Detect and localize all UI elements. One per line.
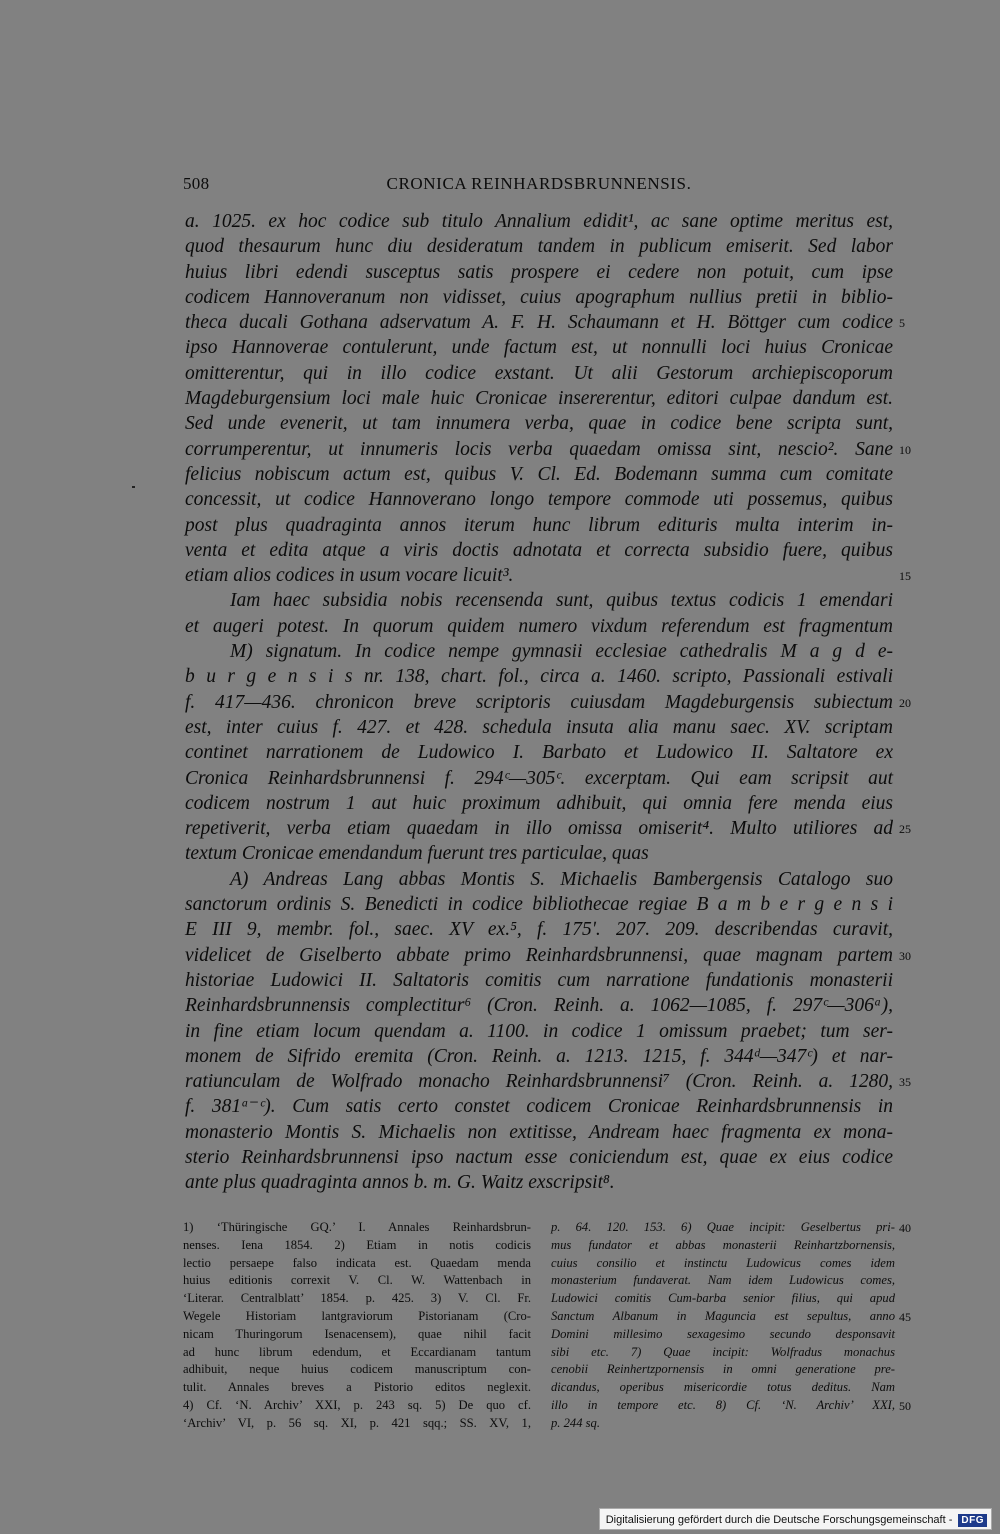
text-line: huius libri edendi susceptus satis prospere ei cedere non potuit, cum ipse (185, 261, 893, 283)
text-line: et augeri potest. In quorum quidem numero vixdum referendum est fragmentum (185, 615, 893, 637)
footnote-line: ad hunc librum edendum, et Eccardianam tantum (183, 1344, 531, 1359)
text-line: a. 1025. ex hoc codice sub titulo Annalium edidit¹, ac sane optime meritus est, (185, 211, 893, 232)
footnote-line: p. 64. 120. 153. 6) Quae incipit: Geselbertus pri- (551, 1220, 895, 1234)
footnote-line: dicandus, operibus misericordie totus deditus. Nam (551, 1380, 895, 1395)
text-line: repetiverit, verba etiam quaedam in illo omissa omiserit⁴. Multo utiliores ad (185, 818, 893, 840)
line-number: 20 (899, 695, 911, 710)
footnote-line: 1) ‘Thüringische GQ.’ I. Annales Reinhardsbrun- (183, 1220, 531, 1234)
text-line: ratiunculam de Wolfrado monacho Reinhardsbrunnensi⁷ (Cron. Reinh. a. 1280, (185, 1071, 893, 1093)
digitization-footer (599, 1508, 992, 1530)
text-line: f. 381ᵃ⁻ᶜ). Cum satis certo constet codicem Cronicae Reinhardsbrunnensis in (185, 1096, 893, 1118)
text-line: Cronica Reinhardsbrunnensi f. 294ᶜ—305ᶜ. excerptam. Qui eam scripsit aut (185, 767, 893, 789)
text-line: theca ducali Gothana adservatum A. F. H. Schaumann et H. Böttger cum codice (185, 312, 893, 334)
footnote-line: cenobii Reinhertzpornensis in omni generatione pre- (551, 1362, 895, 1377)
footnote-line-number: 40 (899, 1221, 911, 1235)
text-line: historiae Ludowici II. Saltatoris comitis cum narratione fundationis monasterii (185, 969, 893, 991)
footnote-line: Ludowici comitis Cum-barba senior filius, qui apud (551, 1291, 895, 1306)
footnote-line: huius editionis correxit V. Cl. W. Wattenbach in (183, 1273, 531, 1288)
footnote-line: 4) Cf. ‘N. Archiv’ XXI, p. 243 sq. 5) De quo cf. (183, 1397, 531, 1412)
footnote-line: sibi etc. 7) Quae incipit: Wolfradus monachus (551, 1344, 895, 1359)
text-line: post plus quadraginta annos iterum hunc librum edituris multa interim in- (185, 514, 893, 536)
text-line: codicem Hannoveranum non vidisset, cuius apographum nullius pretii in biblio- (185, 286, 893, 308)
text-line: quod thesaurum hunc diu desideratum tandem in publicum emiserit. Sed labor (185, 236, 893, 258)
footer-text: Digitalisierung gefördert durch die Deutsche Forschungsgemeinschaft - (605, 1514, 953, 1526)
footnotes-left-column (183, 1219, 531, 1433)
text-line: etiam alios codices in usum vocare licuit³. (185, 565, 514, 587)
footnote-line: monasterium fundaverat. Nam idem Ludowicus comes, (551, 1273, 895, 1288)
text-line: A) Andreas Lang abbas Montis S. Michaelis Bambergensis Catalogo suo (230, 868, 893, 890)
footnote-line: p. 244 sq. (551, 1415, 600, 1430)
text-line: concessit, ut codice Hannoverano longo tempore commode uti possemus, quibus (185, 489, 893, 511)
text-line: Reinhardsbrunnensis complectitur⁶ (Cron. Reinh. a. 1062—1085, f. 297ᶜ—306ᵃ), (185, 995, 893, 1017)
text-line: textum Cronicae emendandum fuerunt tres particulae, quas (185, 843, 649, 865)
footnote-line: mus fundator et abbas monasterii Reinhartzbornensis, (551, 1237, 895, 1252)
text-line: in fine etiam locum quendam a. 1100. in codice 1 omissum praebet; tum ser- (185, 1020, 893, 1042)
footnote-line: Wegele Historiam lantgraviorum Pistorianam (Cro- (183, 1308, 531, 1323)
footnote-line: nenses. Iena 1854. 2) Etiam in notis codicis (183, 1237, 531, 1252)
text-line: monasterio Montis S. Michaelis non extitisse, Andream haec fragmenta ex mona- (185, 1121, 893, 1143)
page-number: 508 (183, 174, 210, 193)
line-number: 25 (899, 822, 911, 837)
footnotes-right-column (551, 1219, 895, 1433)
line-number: 5 (899, 316, 905, 331)
line-number: 35 (899, 1075, 911, 1090)
footnote-line: tulit. Annales breves a Pistorio editos neglexit. (183, 1380, 531, 1395)
main-text (185, 209, 893, 1196)
footnote-line: cuius consilio et instinctu Ludowicus comes idem (551, 1255, 895, 1270)
footnote-line: nicam Thuringorum Isenacensem), quae nihil facit (183, 1326, 531, 1341)
text-line: continet narrationem de Ludowico I. Barbato et Ludowico II. Saltatore ex (185, 742, 893, 764)
stray-mark (132, 486, 135, 488)
text-line: felicius nobiscum actum est, quibus V. Cl. Ed. Bodemann summa cum comitate (185, 463, 893, 485)
text-line: sanctorum ordinis S. Benedicti in codice bibliothecae regiae B a m b e r g e n s i (185, 894, 893, 916)
footnote-line: adhibuit, neque huius codicem manuscriptum con- (183, 1362, 531, 1377)
footnote-line: illo in tempore etc. 8) Cf. ‘N. Archiv’ XXI, (551, 1397, 895, 1412)
text-line: sterio Reinhardsbrunnensi ipso nactum esse coniciendum est, quae ex eius codice (185, 1146, 893, 1168)
footnote-line-number: 50 (899, 1399, 911, 1413)
text-line: monem de Sifrido eremita (Cron. Reinh. a. 1213. 1215, f. 344ᵈ—347ᶜ) et nar- (185, 1045, 893, 1067)
text-line: f. 417—436. chronicon breve scriptoris cuiusdam Magdeburgensis subiectum (185, 691, 893, 713)
dfg-logo: DFG (958, 1514, 987, 1527)
text-line: Sed unde evenerit, ut tam innumera verba, quae in codice bene scripta sunt, (185, 413, 893, 435)
footnote-line: Sanctum Albanum in Maguncia est sepultus, anno (551, 1308, 895, 1323)
text-line: omitterentur, qui in illo codice exstant. Ut alii Gestorum archiepiscoporum (185, 362, 893, 384)
footnote-line: ‘Archiv’ VI, p. 56 sq. XI, p. 421 sqq.; SS. XV, 1, (183, 1415, 531, 1430)
text-line: Iam haec subsidia nobis recensenda sunt, quibus textus codicis 1 emendari (230, 590, 893, 612)
line-number: 10 (899, 442, 911, 457)
footnote-line-number: 45 (899, 1310, 911, 1324)
text-line: venta et edita atque a viris doctis adnotata et correcta subsidio fuere, quibus (185, 539, 893, 561)
text-line: E III 9, membr. fol., saec. XV ex.⁵, f. 175ʹ. 207. 209. describendas curavit, (185, 919, 893, 941)
text-line: M) signatum. In codice nempe gymnasii ecclesiae cathedralis M a g d e- (230, 641, 893, 663)
text-line: ante plus quadraginta annos b. m. G. Waitz exscripsit⁸. (185, 1172, 615, 1194)
text-line: codicem nostrum 1 aut huic proximum adhibuit, qui omnia fere menda eius (185, 792, 893, 814)
text-line: est, inter cuius f. 427. et 428. schedula insuta alia manu saec. XV. scriptam (185, 716, 893, 738)
text-line: ipso Hannoverae contulerunt, unde factum est, ut nonnulli loci huius Cronicae (185, 337, 893, 359)
line-number: 15 (899, 569, 911, 584)
footnote-line: ‘Literar. Centralblatt’ 1854. p. 425. 3) V. Cl. Fr. (183, 1291, 531, 1306)
footnote-line: Domini millesimo sexagesimo secundo desponsavit (551, 1326, 895, 1341)
text-line: b u r g e n s i s nr. 138, chart. fol., circa a. 1460. scripto, Passionali estivali (185, 666, 893, 688)
text-line: Magdeburgensium loci male huic Cronicae insererentur, editori culpae dandum est. (185, 388, 893, 410)
page-header (183, 174, 895, 196)
footnote-line: lectio persaepe falso indicata est. Quaedam menda (183, 1255, 531, 1270)
line-number: 30 (899, 948, 911, 963)
text-line: corrumperentur, ut innumeris locis verba quaedam omissa sint, nescio². Sane (185, 438, 893, 460)
text-line: videlicet de Giselberto abbate primo Reinhardsbrunnensi, quae magnam partem (185, 944, 893, 966)
running-title: CRONICA REINHARDSBRUNNENSIS. (386, 174, 692, 193)
